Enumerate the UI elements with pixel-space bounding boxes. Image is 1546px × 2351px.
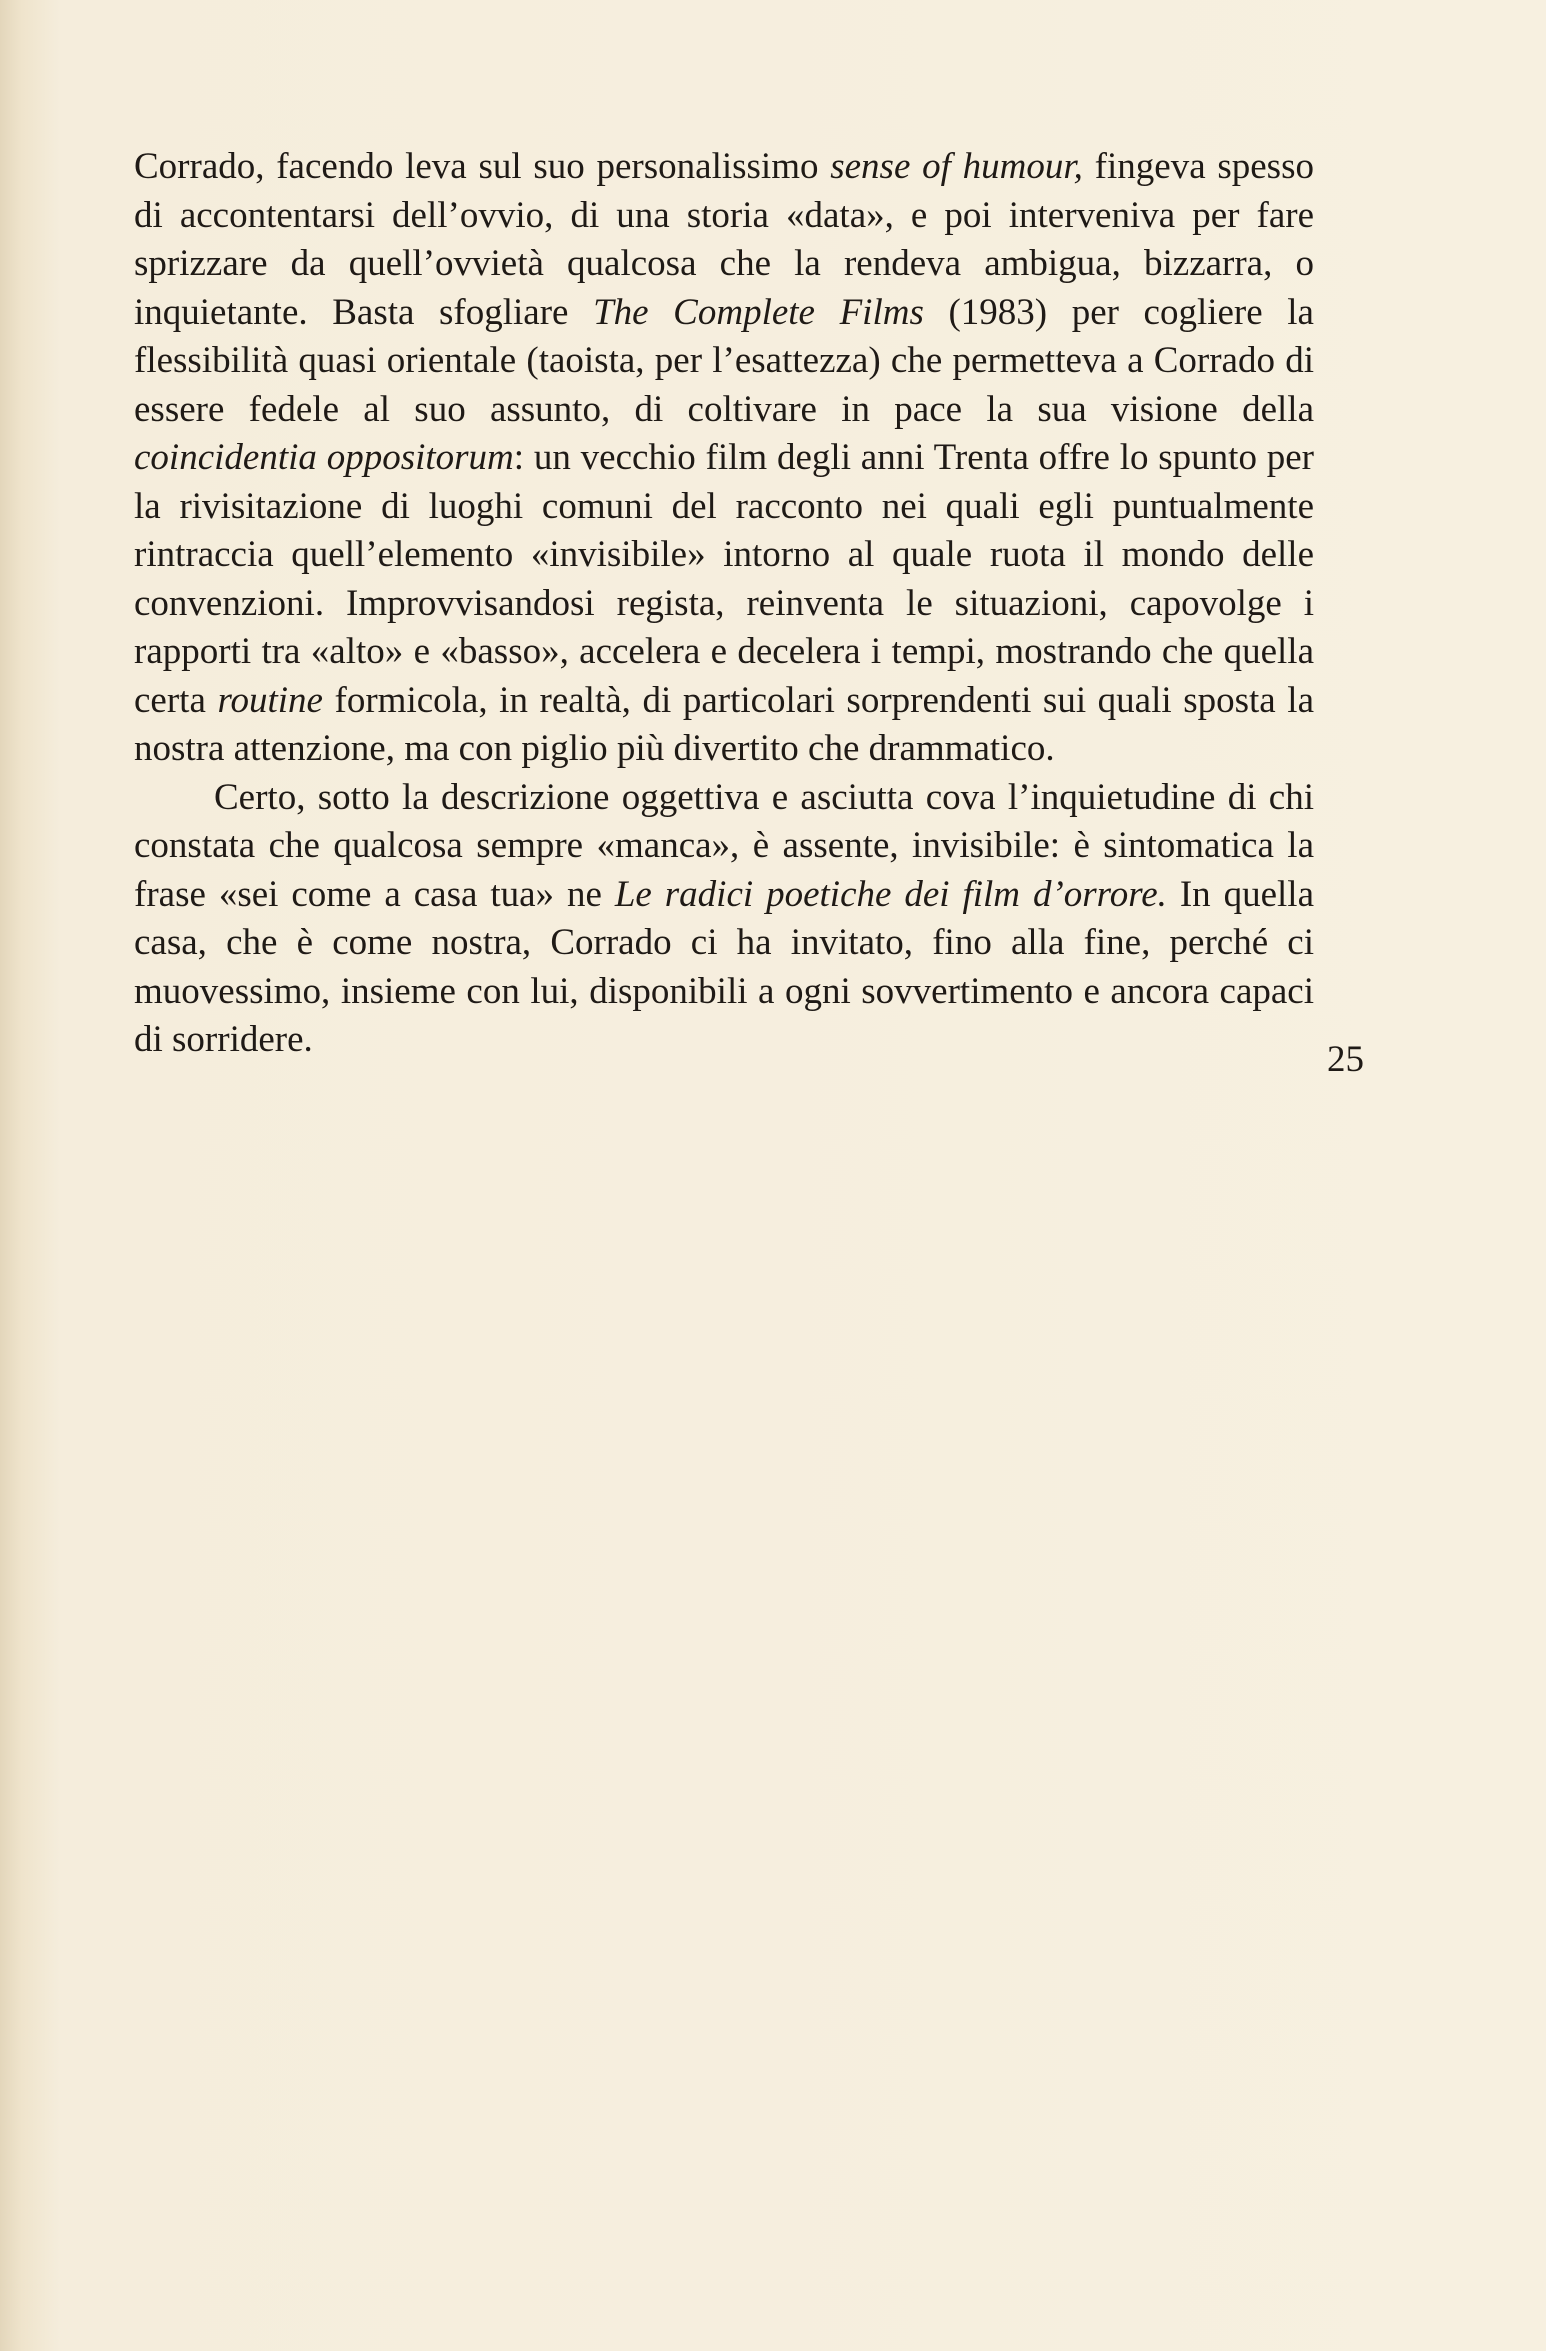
page-number: 25 [1327,1039,1364,1080]
text-segment: fingeva spesso di accontentarsi dell’ovvio, di una storia «data», e poi interveniva per fare sprizzare da quell’ovvietà qualcosa che la rendeva ambigua, bizzarra, o inquietante. Basta sfogliare [134,146,1314,333]
body-text [134,143,1314,1065]
text-segment: formicola, in realtà, di particolari sorprendenti sui quali sposta la nostra attenzione, ma con piglio più divertito che drammatico. [134,679,1314,769]
paragraph-1 [134,143,1314,774]
italic-segment: coincidentia oppositorum [134,437,514,478]
italic-segment: The Complete Films [593,291,924,333]
italic-segment: Le radici poetiche dei film d’orrore. [614,873,1167,915]
text-segment: : un vecchio film degli anni Trenta offre lo spunto per la rivisitazione di luoghi comuni del racconto nei quali egli puntualmente rintraccia quell’elemento «invisibile» intorno al quale ruota il mondo delle convenzioni. Improvvisandosi regista, reinventa le situazioni, capovolge i rapporti tra «alto» e «basso», accelera e decelera i tempi, mostrando che quella certa [134,437,1315,721]
text-segment: (1983) per cogliere la flessibilità quasi orientale (taoista, per l’esattezza) che permetteva a Corrado di essere fedele al suo assunto, di coltivare in pace la sua visione della [134,291,1314,430]
italic-segment: routine [217,679,323,721]
text-segment: Corrado, facendo leva sul suo personalissimo [134,146,831,187]
italic-segment: sense of humour, [830,146,1083,187]
text-segment: Certo, sotto la descrizione oggettiva e asciutta cova l’inquietudine di chi constata che qualcosa sempre «manca», è assente, invisibile: è sintomatica la frase «sei come a casa tua» ne [134,776,1314,915]
paragraph-2 [134,774,1314,1065]
text-segment: In quella casa, che è come nostra, Corrado ci ha invitato, fino alla fine, perché ci muovessimo, insieme con lui, disponibili a ogni sovvertimento e ancora capaci di sorridere. [134,873,1314,1060]
